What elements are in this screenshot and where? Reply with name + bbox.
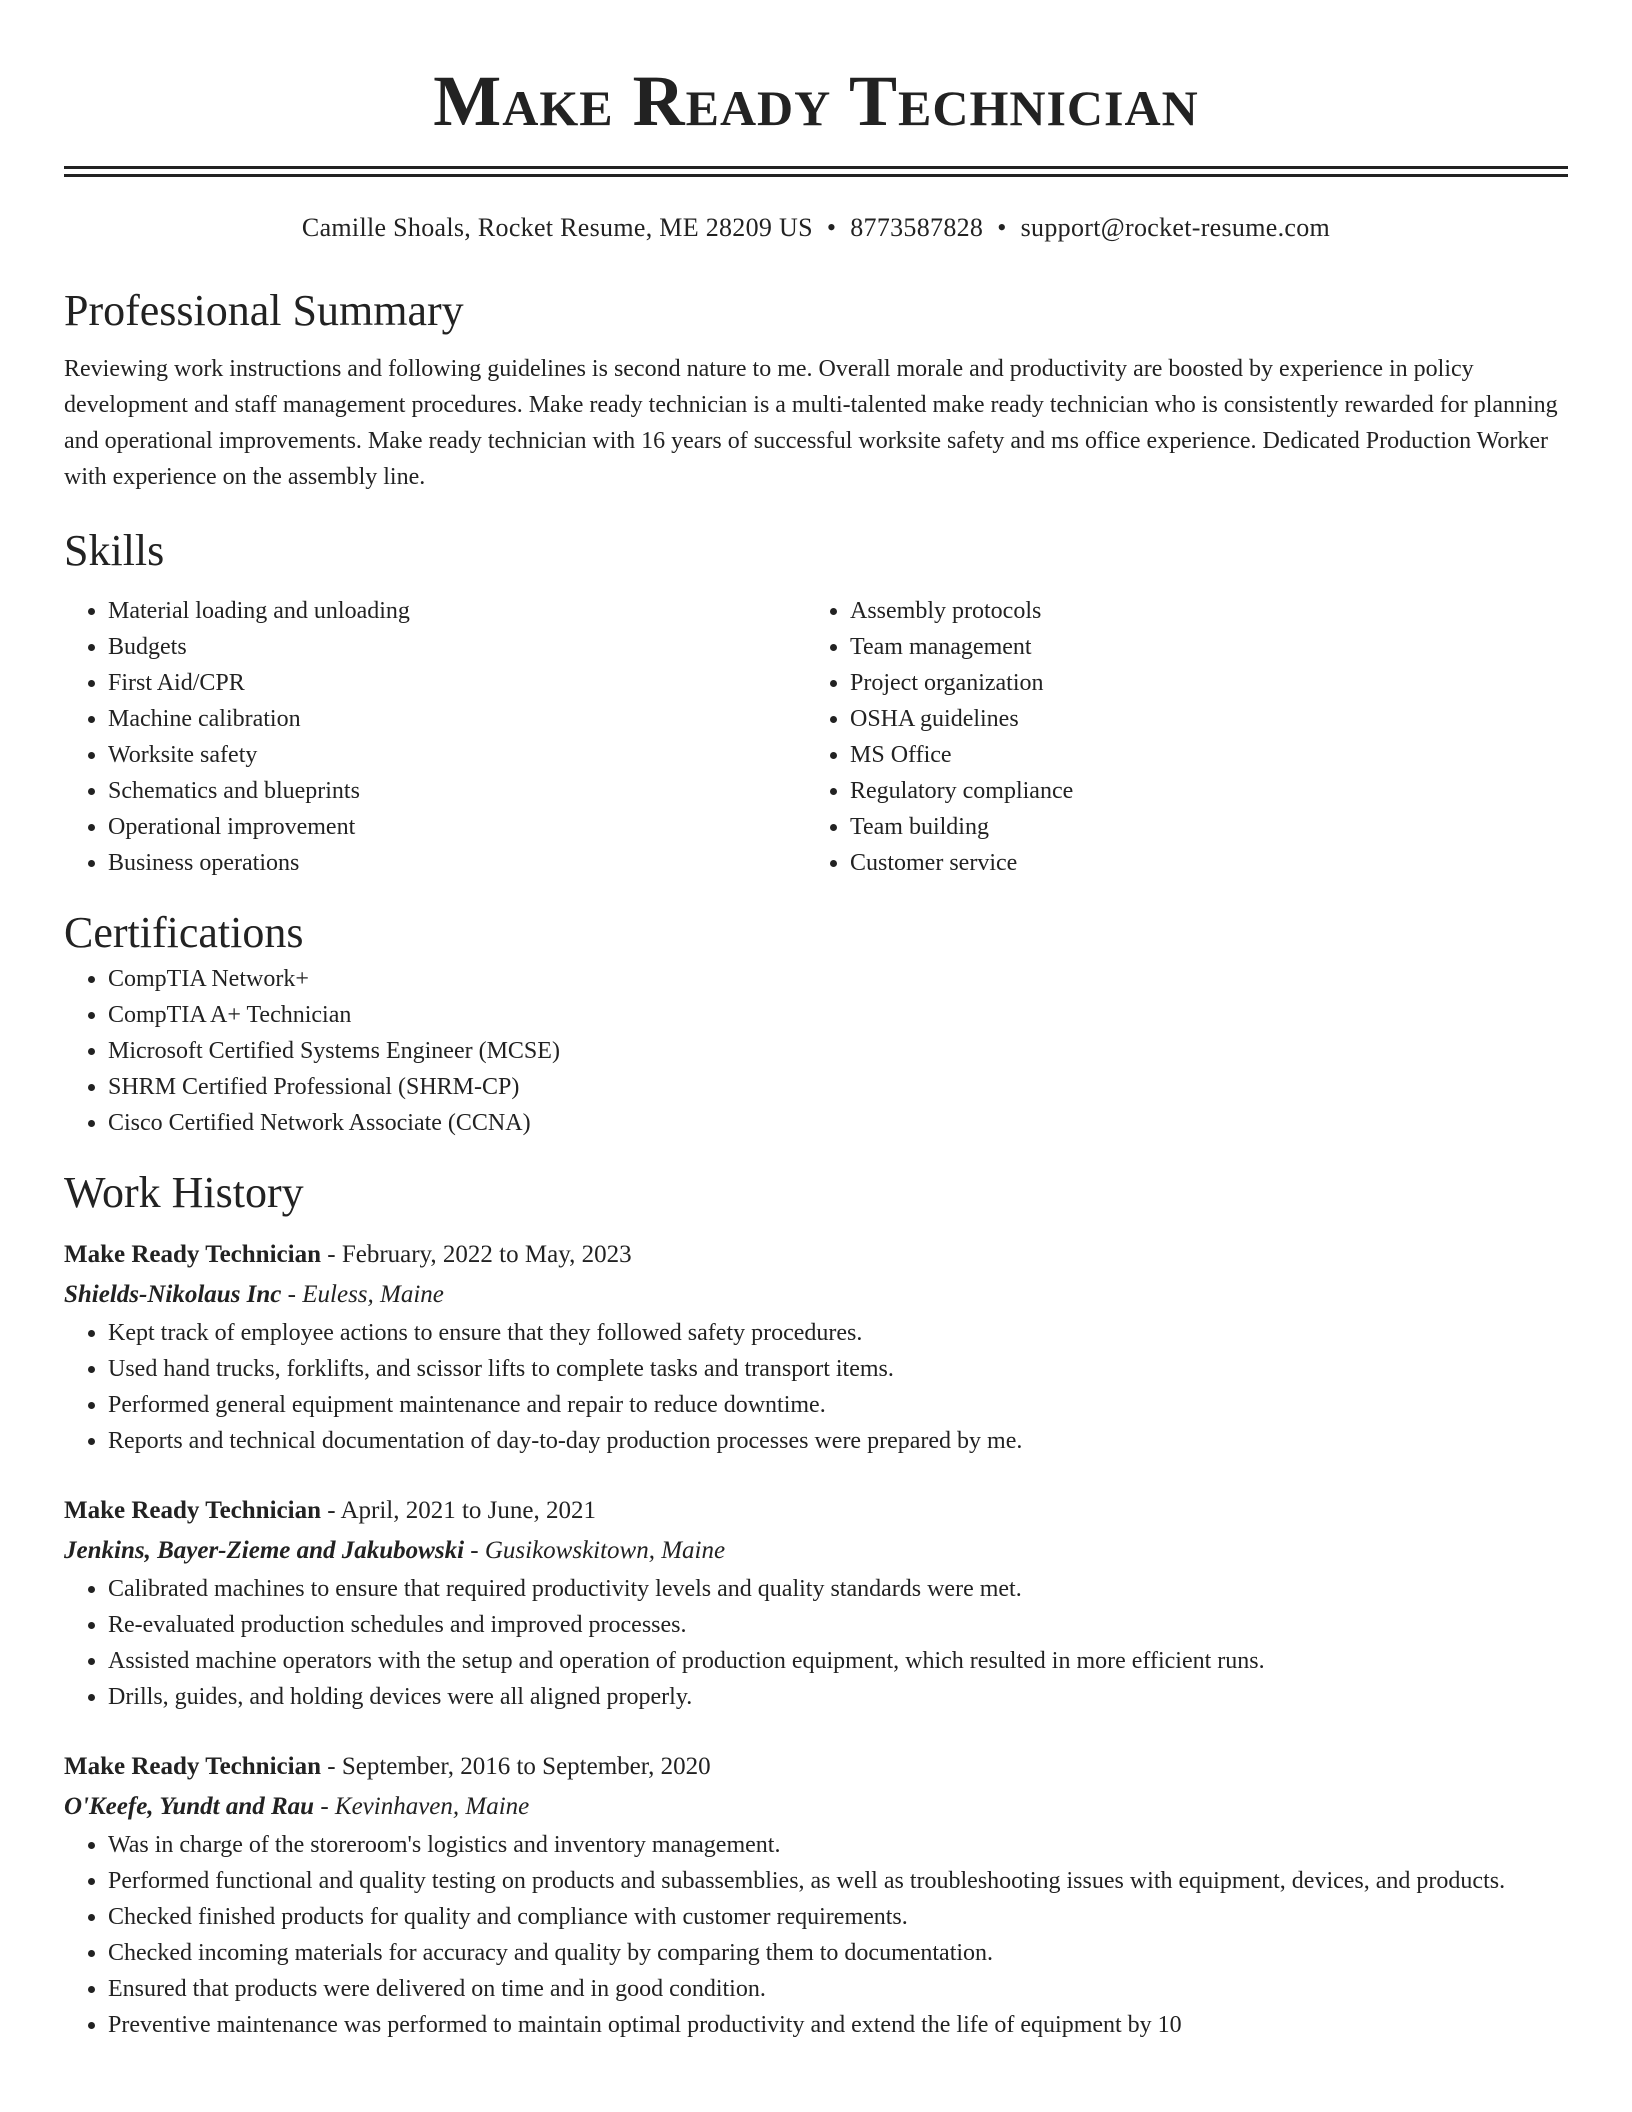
skill-item: • Machine calibration <box>108 701 806 737</box>
job-bullet: • Checked finished products for quality and compliance with customer requirements. <box>108 1899 1568 1935</box>
job-header <box>64 1491 1568 1531</box>
job-bullet: • Kept track of employee actions to ensure that they followed safety procedures. <box>108 1315 1568 1351</box>
dash-separator: - <box>320 1241 342 1268</box>
job-header <box>64 1235 1568 1275</box>
job-company: Jenkins, Bayer-Zieme and Jakubowski <box>64 1537 465 1564</box>
job-bullets <box>64 1315 1568 1459</box>
summary-text: Reviewing work instructions and following guidelines is second nature to me. Overall morale and productivity are boosted by experience in policy development and staff management procedures. Make ready technician is a multi-talented make ready technician who is consistently rewarded for planning and operational improvements. Make ready technician with 16 years of successful worksite safety and ms office experience. Dedicated Production Worker with experience on the assembly line. <box>64 356 1558 490</box>
job-dates: April, 2021 to June, 2021 <box>340 1497 596 1524</box>
job-location: Gusikowskitown, Maine <box>484 1537 726 1564</box>
skill-item: • Operational improvement <box>108 809 806 845</box>
job-bullet: • Calibrated machines to ensure that required productivity levels and quality standards were met. <box>108 1571 1568 1607</box>
contact-email: support@rocket-resume.com <box>1020 213 1331 242</box>
job-role: Make Ready Technician <box>64 1241 321 1268</box>
skills-list-left <box>64 593 806 881</box>
dash-separator: - <box>320 1497 341 1524</box>
summary-heading: Professional Summary <box>64 286 464 335</box>
job-company-line <box>64 1787 1568 1827</box>
certifications-heading: Certifications <box>64 908 304 957</box>
job-dates: February, 2022 to May, 2023 <box>341 1241 632 1268</box>
job-role: Make Ready Technician <box>64 1497 321 1524</box>
job-company-line <box>64 1531 1568 1571</box>
job-location: Euless, Maine <box>302 1281 444 1308</box>
job-company: O'Keefe, Yundt and Rau <box>64 1793 315 1820</box>
dash-separator: - <box>464 1537 485 1564</box>
certification-item: • SHRM Certified Professional (SHRM-CP) <box>108 1069 1568 1105</box>
skill-item: • Team management <box>850 629 1548 665</box>
contact-line <box>64 211 1568 245</box>
skill-item: • Customer service <box>850 845 1548 881</box>
skills-list-right <box>806 593 1548 881</box>
skill-item: • Assembly protocols <box>850 593 1548 629</box>
skill-item: • Team building <box>850 809 1548 845</box>
job-bullets <box>64 1571 1568 1715</box>
dash-separator: - <box>314 1793 335 1820</box>
certification-item: • CompTIA A+ Technician <box>108 997 1568 1033</box>
skill-item: • Schematics and blueprints <box>108 773 806 809</box>
skills-heading: Skills <box>64 526 165 575</box>
skill-item: • Worksite safety <box>108 737 806 773</box>
skill-item: • Regulatory compliance <box>850 773 1548 809</box>
job-header <box>64 1747 1568 1787</box>
skill-item: • OSHA guidelines <box>850 701 1548 737</box>
job-bullets <box>64 1827 1568 2043</box>
job-role: Make Ready Technician <box>64 1753 321 1780</box>
job-bullet: • Ensured that products were delivered on time and in good condition. <box>108 1971 1568 2007</box>
resume-page <box>64 0 1568 2043</box>
job-location: Kevinhaven, Maine <box>334 1793 530 1820</box>
job-entry <box>64 1747 1568 2043</box>
skill-item: • Budgets <box>108 629 806 665</box>
skills-grid <box>64 593 1568 881</box>
job-entry <box>64 1491 1568 1715</box>
job-bullet: • Checked incoming materials for accuracy and quality by comparing them to documentation. <box>108 1935 1568 1971</box>
contact-address: Camille Shoals, Rocket Resume, ME 28209 US <box>301 213 813 242</box>
contact-phone: 8773587828 <box>850 213 984 242</box>
job-bullet: • Used hand trucks, forklifts, and scissor lifts to complete tasks and transport items. <box>108 1351 1568 1387</box>
job-bullet: • Re-evaluated production schedules and improved processes. <box>108 1607 1568 1643</box>
job-bullet: • Performed general equipment maintenance and repair to reduce downtime. <box>108 1387 1568 1423</box>
dash-separator: - <box>281 1281 303 1308</box>
contact-separator: • <box>826 213 837 242</box>
job-entry <box>64 1235 1568 1459</box>
skill-item: • Material loading and unloading <box>108 593 806 629</box>
job-bullet: • Drills, guides, and holding devices were all aligned properly. <box>108 1679 1568 1715</box>
certification-item: • CompTIA Network+ <box>108 961 1568 997</box>
title-divider <box>64 166 1568 177</box>
job-bullet: • Reports and technical documentation of day-to-day production processes were prepared by me. <box>108 1423 1568 1459</box>
job-bullet: • Was in charge of the storeroom's logistics and inventory management. <box>108 1827 1568 1863</box>
job-bullet: • Preventive maintenance was performed to maintain optimal productivity and extend the life of equipment by 10 <box>108 2007 1568 2043</box>
job-bullet: • Assisted machine operators with the setup and operation of production equipment, which resulted in more efficient runs. <box>108 1643 1568 1679</box>
certification-item: • Cisco Certified Network Associate (CCNA) <box>108 1105 1568 1141</box>
certifications-list <box>64 961 1568 1141</box>
skill-item: • First Aid/CPR <box>108 665 806 701</box>
skill-item: • MS Office <box>850 737 1548 773</box>
certification-item: • Microsoft Certified Systems Engineer (MCSE) <box>108 1033 1568 1069</box>
job-company: Shields-Nikolaus Inc <box>64 1281 282 1308</box>
job-bullet: • Performed functional and quality testing on products and subassemblies, as well as troubleshooting issues with equipment, devices, and products. <box>108 1863 1568 1899</box>
job-company-line <box>64 1275 1568 1315</box>
resume-title: Make Ready Technician <box>433 61 1199 141</box>
dash-separator: - <box>320 1753 342 1780</box>
skill-item: • Business operations <box>108 845 806 881</box>
work-history-heading: Work History <box>64 1168 304 1217</box>
skill-item: • Project organization <box>850 665 1548 701</box>
contact-separator: • <box>997 213 1007 242</box>
job-dates: September, 2016 to September, 2020 <box>341 1753 711 1780</box>
